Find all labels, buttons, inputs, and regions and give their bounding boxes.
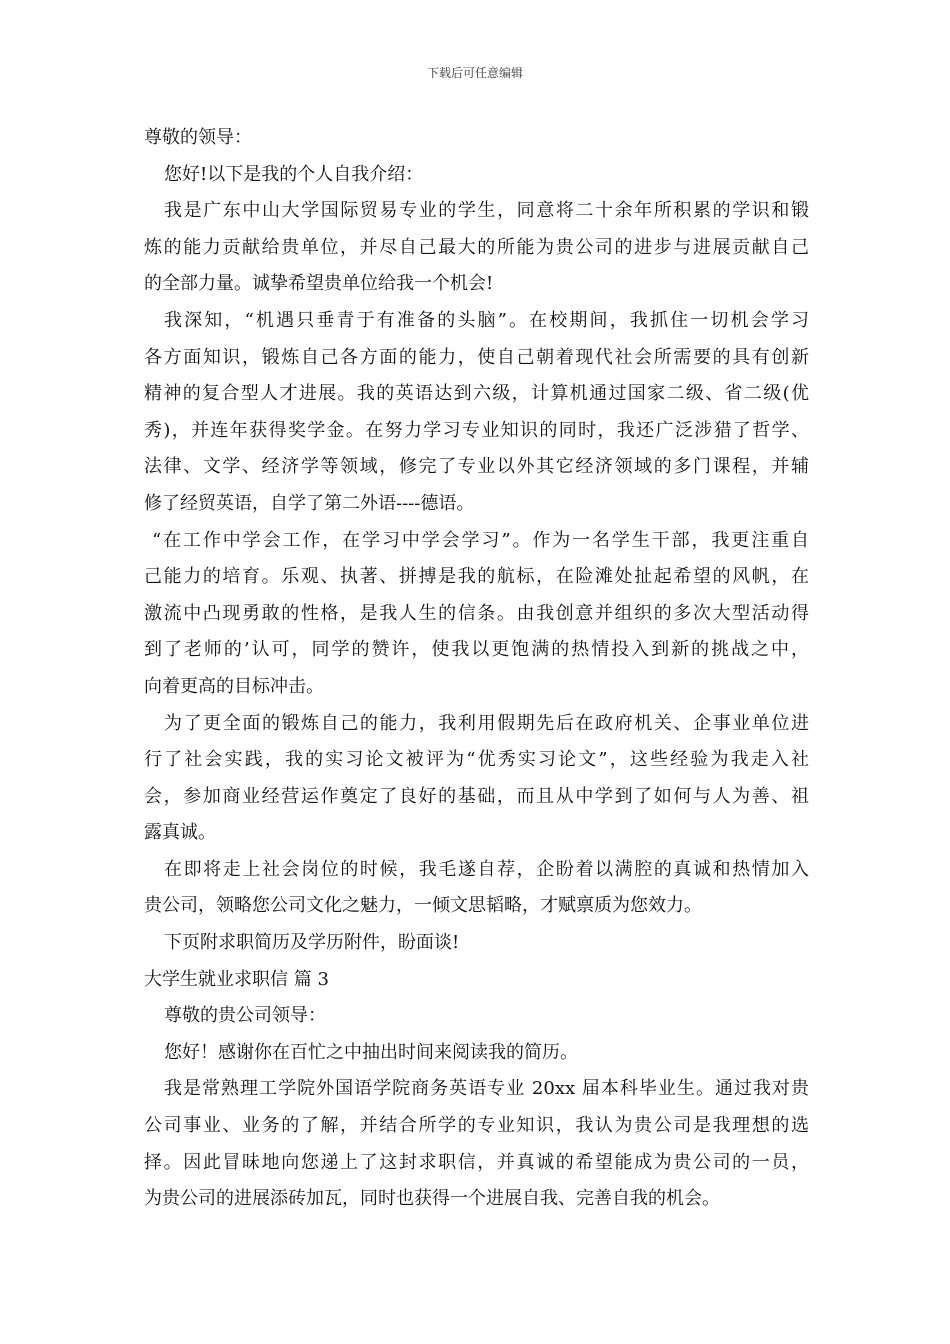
paragraph-line: 为贵公司的进展添砖加瓦，同时也获得一个进展自我、完善自我的机会。 bbox=[144, 1188, 720, 1210]
paragraph-line: 下页附求职简历及学历附件，盼面谈! bbox=[164, 932, 460, 954]
paragraph-line: 炼的能力贡献给贵单位，并尽自己最大的所能为贵公司的进步与进展贡献自己 bbox=[144, 236, 809, 258]
paragraph-line: 会，参加商业经营运作奠定了良好的基础，而且从中学到了如何与人为善、祖 bbox=[144, 785, 809, 807]
paragraph-line: 为了更全面的锻炼自己的能力，我利用假期先后在政府机关、企事业单位进 bbox=[164, 712, 809, 734]
paragraph-line: 择。因此冒昧地向您递上了这封求职信，并真诚的希望能成为贵公司的一员， bbox=[144, 1151, 809, 1173]
greeting: 您好！感谢你在百忙之中抽出时间来阅读我的简历。 bbox=[164, 1041, 578, 1063]
paragraph-line: 贵公司，领略您公司文化之魅力，一倾文思韬略，才赋禀质为您效力。 bbox=[144, 895, 702, 917]
paragraph-line: 我是广东中山大学国际贸易专业的学生，同意将二十余年所积累的学识和锻 bbox=[164, 200, 809, 222]
paragraph-line: 法律、文学、经济学等领域，修完了专业以外其它经济领域的多门课程，并辅 bbox=[144, 456, 809, 478]
paragraph-line: “在工作中学会工作，在学习中学会学习”。作为一名学生干部，我更注重自 bbox=[152, 529, 809, 551]
section-heading: 大学生就业求职信 篇 3 bbox=[144, 968, 329, 990]
page-header-note: 下载后可任意编辑 bbox=[426, 66, 523, 80]
greeting: 您好!以下是我的个人自我介绍： bbox=[164, 163, 424, 185]
paragraph-line: 激流中凸现勇敢的性格，是我人生的信条。由我创意并组织的多次大型活动得 bbox=[144, 602, 809, 624]
salutation: 尊敬的贵公司领导： bbox=[164, 1005, 326, 1027]
paragraph-line: 公司事业、业务的了解，并结合所学的专业知识，我认为贵公司是我理想的选 bbox=[144, 1115, 809, 1137]
paragraph-line: 向着更高的目标冲击。 bbox=[144, 675, 324, 697]
paragraph-line: 到了老师的’认可，同学的赞许，使我以更饱满的热情投入到新的挑战之中， bbox=[144, 639, 809, 661]
paragraph-line: 我深知，“机遇只垂青于有准备的头脑”。在校期间，我抓住一切机会学习 bbox=[164, 309, 809, 331]
paragraph-line: 行了社会实践，我的实习论文被评为“优秀实习论文”，这些经验为我走入社 bbox=[144, 749, 809, 771]
paragraph-line: 己能力的培育。乐观、执著、拼搏是我的航标，在险滩处扯起希望的风帆，在 bbox=[144, 566, 809, 588]
paragraph-line: 露真诚。 bbox=[144, 822, 216, 844]
letter-body bbox=[144, 126, 809, 1224]
paragraph-line: 的全部力量。诚挚希望贵单位给我一个机会! bbox=[144, 273, 494, 295]
paragraph-line: 在即将走上社会岗位的时候，我毛遂自荐，企盼着以满腔的真诚和热情加入 bbox=[164, 858, 809, 880]
paragraph-line: 修了经贸英语，自学了第二外语----德语。 bbox=[144, 492, 475, 514]
paragraph-line: 各方面知识，锻炼自己各方面的能力，使自己朝着现代社会所需要的具有创新 bbox=[144, 346, 809, 368]
salutation: 尊敬的领导： bbox=[144, 127, 252, 148]
paragraph-line: 我是常熟理工学院外国语学院商务英语专业 20xx 届本科毕业生。通过我对贵 bbox=[164, 1078, 809, 1100]
paragraph-line: 精神的复合型人才进展。我的英语达到六级，计算机通过国家二级、省二级(优 bbox=[144, 383, 809, 405]
paragraph-line: 秀)，并连年获得奖学金。在努力学习专业知识的同时，我还广泛涉猎了哲学、 bbox=[144, 419, 809, 441]
